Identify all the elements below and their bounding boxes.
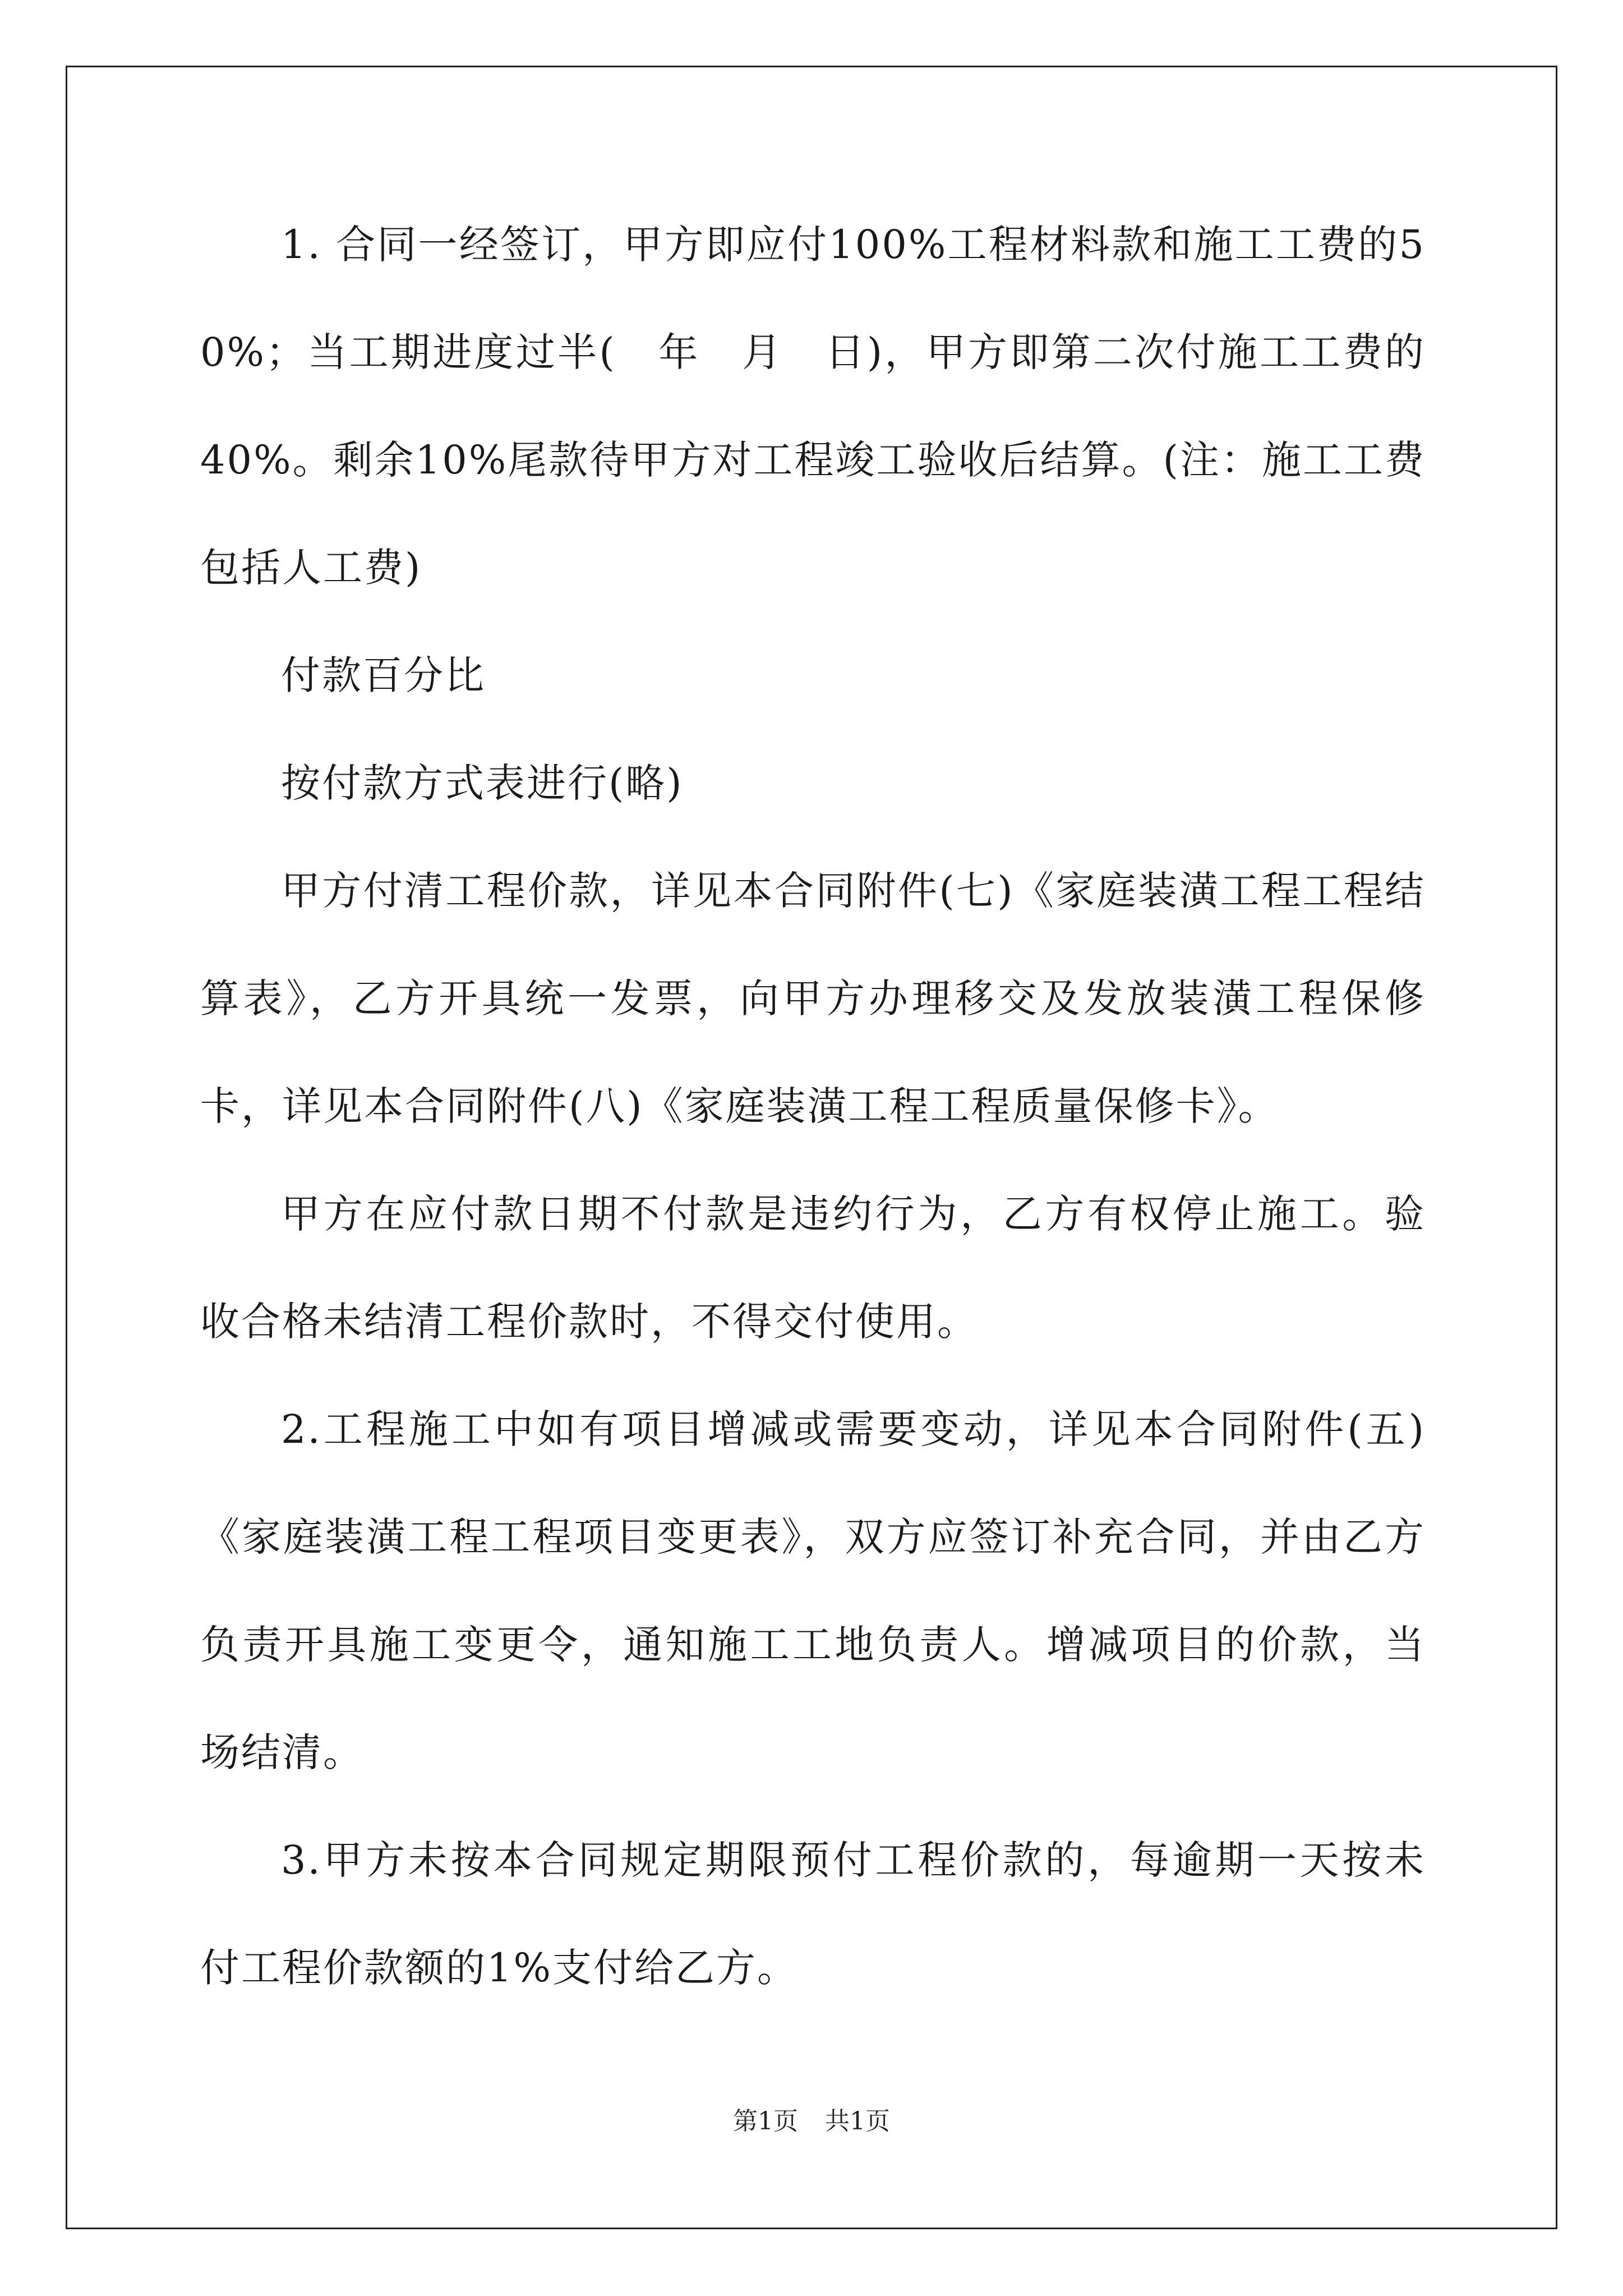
page-number: 第1页 <box>733 2107 798 2136</box>
paragraph-changes: 2.工程施工中如有项目增减或需要变动，详见本合同附件(五)《家庭装潢工程工程项目变更表》，双方应签订补充合同，并由乙方负责开具施工变更令，通知施工工地负责人。增减项目的价款，当场结清。 <box>200 1406 1426 1775</box>
paragraph-late-penalty: 3.甲方未按本合同规定期限预付工程价款的，每逾期一天按未付工程价款额的1%支付给乙方。 <box>200 1837 1426 1991</box>
paragraph-breach: 甲方在应付款日期不付款是违约行为，乙方有权停止施工。验收合格未结清工程价款时，不得交付使用。 <box>200 1191 1426 1345</box>
page-footer <box>0 2105 1623 2138</box>
paragraph-payment-method: 按付款方式表进行(略) <box>281 760 684 806</box>
page-total: 共1页 <box>825 2107 890 2136</box>
paragraph-payment-schedule: 1. 合同一经签订，甲方即应付100%工程材料款和施工工费的50%；当工期进度过半( 年 月 日)，甲方即第二次付施工工费的40%。剩余10%尾款待甲方对工程竣工验收后结算。(注：施工工费包括人工费) <box>200 222 1426 591</box>
paragraph-payment-percentage: 付款百分比 <box>281 652 486 698</box>
document-body <box>200 191 1426 2022</box>
paragraph-settlement: 甲方付清工程价款，详见本合同附件(七)《家庭装潢工程工程结算表》，乙方开具统一发票，向甲方办理移交及发放装潢工程保修卡，详见本合同附件(八)《家庭装潢工程工程质量保修卡》。 <box>200 868 1426 1129</box>
